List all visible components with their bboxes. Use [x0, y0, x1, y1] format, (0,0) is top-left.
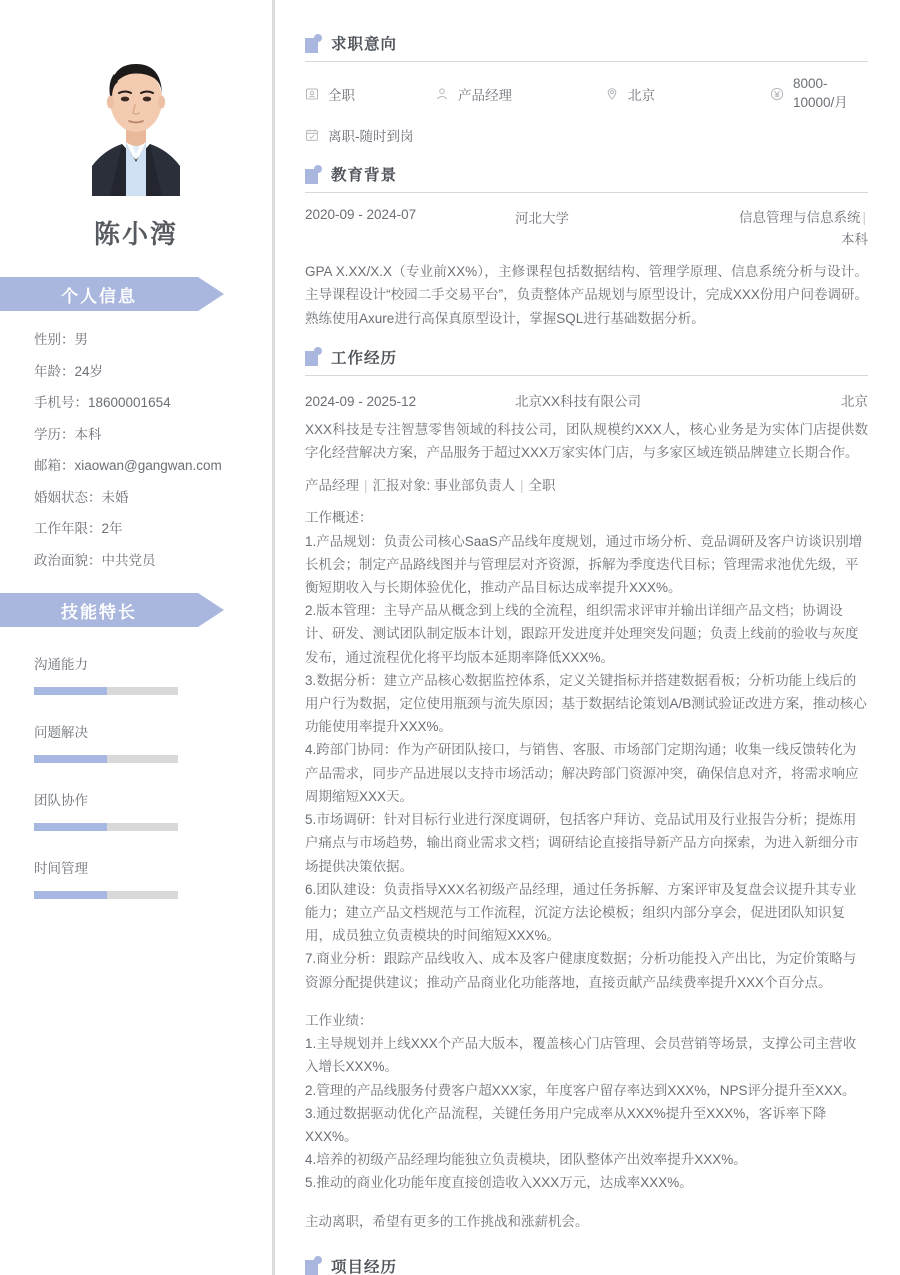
- overview-item: 6.团队建设：负责指导XXX名初级产品经理，通过任务拆解、方案评审及复盘会议提升其专业能力；建立产品文档规范与工作流程，沉淀方法论模板；组织内部分享会，促进团队知识复用，成员独立负责模块的时间缩短XXX%。: [305, 881, 857, 944]
- info-row-political: [34, 554, 272, 568]
- achievement-item: 3.通过数据驱动优化产品流程，关键任务用户完成率从XXX%提升至XXX%，客诉率下降XXX%。: [305, 1105, 827, 1144]
- section-header: [305, 32, 868, 61]
- work-company: 北京XX科技有限公司: [515, 393, 642, 409]
- info-row-age: [34, 365, 272, 379]
- section-job-intention: [305, 32, 868, 145]
- work-leaving-reason: 主动离职，希望有更多的工作挑战和涨薪机会。: [305, 1213, 589, 1229]
- personal-info-title: 个人信息: [61, 286, 137, 306]
- info-label: 学历：: [34, 426, 75, 442]
- section-header: [305, 163, 868, 192]
- id-badge-icon: [305, 87, 319, 101]
- work-date: 2024-09 - 2025-12: [305, 393, 417, 409]
- work-meta-line: 产品经理 | 汇报对象: 事业部负责人 | 全职: [305, 478, 556, 494]
- job-city-item: [605, 76, 770, 111]
- work-role: 产品经理: [305, 478, 359, 494]
- info-value: 未婚: [101, 489, 129, 505]
- achievements-heading: 工作业绩：: [305, 1012, 373, 1028]
- info-value: 男: [74, 332, 88, 347]
- info-label: 婚姻状态：: [34, 489, 102, 505]
- info-label: 工作年限：: [34, 521, 102, 536]
- section-project-experience: [305, 1255, 868, 1275]
- info-label: 年龄：: [34, 363, 75, 379]
- overview-heading: 工作概述：: [305, 510, 373, 526]
- info-value: 2年: [101, 521, 123, 536]
- info-label: 手机号：: [34, 395, 88, 410]
- section-header: [305, 346, 868, 375]
- skill-progress-track: [34, 687, 178, 695]
- portrait-photo: [74, 38, 199, 196]
- overview-item: 3.数据分析：建立产品核心数据监控体系，定义关键指标并搭建数据看板；分析功能上线后的用户行为数据，定位使用瓶颈与流失原因；基于数据结论策划A/B测试验证改进方案，推动核心功能使用率提升XXX%。: [305, 672, 867, 735]
- info-value: 本科: [74, 426, 102, 442]
- overview-item: 4.跨部门协同：作为产研团队接口，与销售、客服、市场部门定期沟通；收集一线反馈转化为产品需求，同步产品进展以支持市场活动；解决跨部门资源冲突，确保信息对齐，将需求响应周期缩短XXX天。: [305, 742, 859, 804]
- section-education: [305, 163, 868, 330]
- section-marker-icon: [305, 165, 322, 184]
- info-row-gender: [34, 333, 272, 347]
- overview-item: 1.产品规划：负责公司核心SaaS产品线年度规划，通过市场分析、竞品调研及客户访谈识别增长机会；制定产品路线图并与管理层对齐资源，拆解为季度迭代目标；管理需求池优先级，平衡短期收入与长期体验优化，推动产品目标达成率提升XXX%。: [305, 533, 863, 595]
- work-achievements-block: [305, 1009, 868, 1195]
- skill-item: [34, 721, 272, 763]
- info-row-phone: [34, 396, 272, 410]
- section-marker-icon: [305, 34, 322, 53]
- section-title: 教育背景: [331, 167, 398, 184]
- calendar-check-icon: [305, 128, 319, 142]
- section-work-experience: [305, 346, 868, 1233]
- job-position-text: 产品经理: [458, 87, 512, 103]
- education-separator: |: [862, 210, 866, 225]
- personal-info-banner: [0, 277, 272, 311]
- person-icon: [435, 87, 449, 101]
- job-status-text: 离职-随时到岗: [328, 129, 414, 144]
- info-label: 性别：: [34, 332, 75, 347]
- yuan-currency-icon: [770, 87, 784, 101]
- work-employment-type: 全职: [528, 478, 556, 494]
- job-city-text: 北京: [628, 87, 655, 103]
- skills-list: [0, 633, 272, 899]
- section-divider: [305, 192, 868, 193]
- block-spacer: [305, 1195, 868, 1210]
- section-divider: [305, 375, 868, 376]
- skill-progress-track: [34, 891, 178, 899]
- job-status-item: [305, 125, 414, 145]
- skill-label: 时间管理: [34, 861, 88, 876]
- section-title: 工作经历: [331, 349, 398, 367]
- achievement-item: 4.培养的初级产品经理均能独立负责模块，团队整体产出效率提升XXX%。: [305, 1152, 747, 1168]
- block-spacer: [305, 994, 868, 1009]
- job-type-item: [305, 76, 435, 111]
- work-entry-header: [305, 390, 868, 410]
- location-pin-icon: [605, 87, 619, 101]
- skill-label: 团队协作: [34, 793, 88, 808]
- skill-item: [34, 857, 272, 899]
- skills-banner: [0, 593, 272, 627]
- info-value: 中共党员: [101, 552, 156, 568]
- job-position-item: [435, 76, 605, 111]
- skills-title: 技能特长: [61, 602, 137, 622]
- education-degree: 本科: [841, 231, 868, 247]
- info-value: 18600001654: [88, 395, 171, 410]
- sidebar: [0, 0, 275, 1275]
- section-marker-icon: [305, 347, 322, 366]
- achievement-item: 5.推动的商业化功能年度直接创造收入XXX万元，达成率XXX%。: [305, 1175, 693, 1191]
- skill-progress-track: [34, 823, 178, 831]
- section-marker-icon: [305, 1256, 322, 1275]
- job-salary-item: [770, 76, 868, 111]
- education-entry-header: [305, 207, 868, 250]
- section-title: 项目经历: [331, 1258, 398, 1275]
- info-value: xiaowan@gangwan.com: [74, 458, 222, 473]
- education-school: 河北大学: [515, 211, 569, 226]
- person-name: 陈小湾: [93, 219, 178, 249]
- skill-label: 问题解决: [34, 725, 88, 740]
- info-row-education: [34, 428, 272, 442]
- company-intro: XXX科技是专注智慧零售领域的科技公司，团队规模约XXX人，核心业务是为实体门店提供数字化经营解决方案，产品服务于超过XXX万家实体门店，与多家区域连锁品牌建立长期合作。: [305, 421, 868, 461]
- info-row-experience: [34, 522, 272, 536]
- overview-item: 2.版本管理：主导产品从概念到上线的全流程，组织需求评审并输出详细产品文档；协调设计、研发、测试团队制定版本计划，跟踪开发进度并处理突发问题；负责上线前的验收与灰度发布，通过流程优化将平均版本延期率降低XXX%。: [305, 603, 859, 665]
- avatar: [0, 38, 272, 196]
- work-report-to: 汇报对象: 事业部负责人: [372, 478, 516, 494]
- overview-item: 7.商业分析：跟踪产品线收入、成本及客户健康度数据；分析功能投入产出比，为定价策略与资源分配提供建议；推动产品商业化功能落地，直接贡献产品续费率提升XXX个百分点。: [305, 951, 857, 990]
- section-header: [305, 1255, 868, 1275]
- skill-item: [34, 789, 272, 831]
- overview-item: 5.市场调研：针对目标行业进行深度调研，包括客户拜访、竞品试用及行业报告分析；提炼用户痛点与市场趋势，输出商业需求文档；调研结论直接指导新产品方向探索，为进入新细分市场提供决策依据。: [305, 812, 859, 874]
- info-label: 邮箱：: [34, 458, 75, 473]
- skill-progress-fill: [34, 755, 107, 763]
- job-type-text: 全职: [328, 87, 355, 103]
- skill-item: [34, 653, 272, 695]
- info-row-email: [34, 459, 272, 473]
- section-divider: [305, 61, 868, 62]
- personal-info-list: [0, 317, 272, 567]
- skill-label: 沟通能力: [34, 657, 88, 672]
- section-title: 求职意向: [331, 36, 398, 53]
- work-overview-block: [305, 506, 868, 994]
- job-intention-rows: [305, 76, 868, 145]
- education-date: 2020-09 - 2024-07: [305, 207, 417, 222]
- education-major: 信息管理与信息系统: [738, 210, 861, 225]
- skill-progress-track: [34, 755, 178, 763]
- job-salary-text: 8000-10000/月: [793, 76, 848, 110]
- info-label: 政治面貌：: [34, 552, 102, 568]
- education-major-degree: [698, 207, 868, 250]
- info-value: 24岁: [74, 363, 104, 379]
- main-content: [275, 0, 900, 1275]
- job-intention-row-1: [305, 76, 868, 111]
- achievement-item: 2.管理的产品线服务付费客户超XXX家，年度客户留存率达到XXX%，NPS评分提升至XXX。: [305, 1082, 856, 1098]
- work-city: 北京: [841, 393, 868, 409]
- skill-progress-fill: [34, 823, 107, 831]
- info-row-marital: [34, 491, 272, 505]
- education-description: GPA X.XX/X.X（专业前XX%），主修课程包括数据结构、管理学原理、信息系统分析与设计。主导课程设计“校园二手交易平台”，负责整体产品规划与原型设计，完成XXX份用户问卷调研。熟练使用Axure进行高保真原型设计，掌握SQL进行基础数据分析。: [305, 264, 868, 326]
- skill-progress-fill: [34, 891, 107, 899]
- job-intention-row-2: [305, 125, 868, 145]
- achievement-item: 1.主导规划并上线XXX个产品大版本，覆盖核心门店管理、会员营销等场景，支撑公司主营收入增长XXX%。: [305, 1036, 857, 1075]
- skill-progress-fill: [34, 687, 107, 695]
